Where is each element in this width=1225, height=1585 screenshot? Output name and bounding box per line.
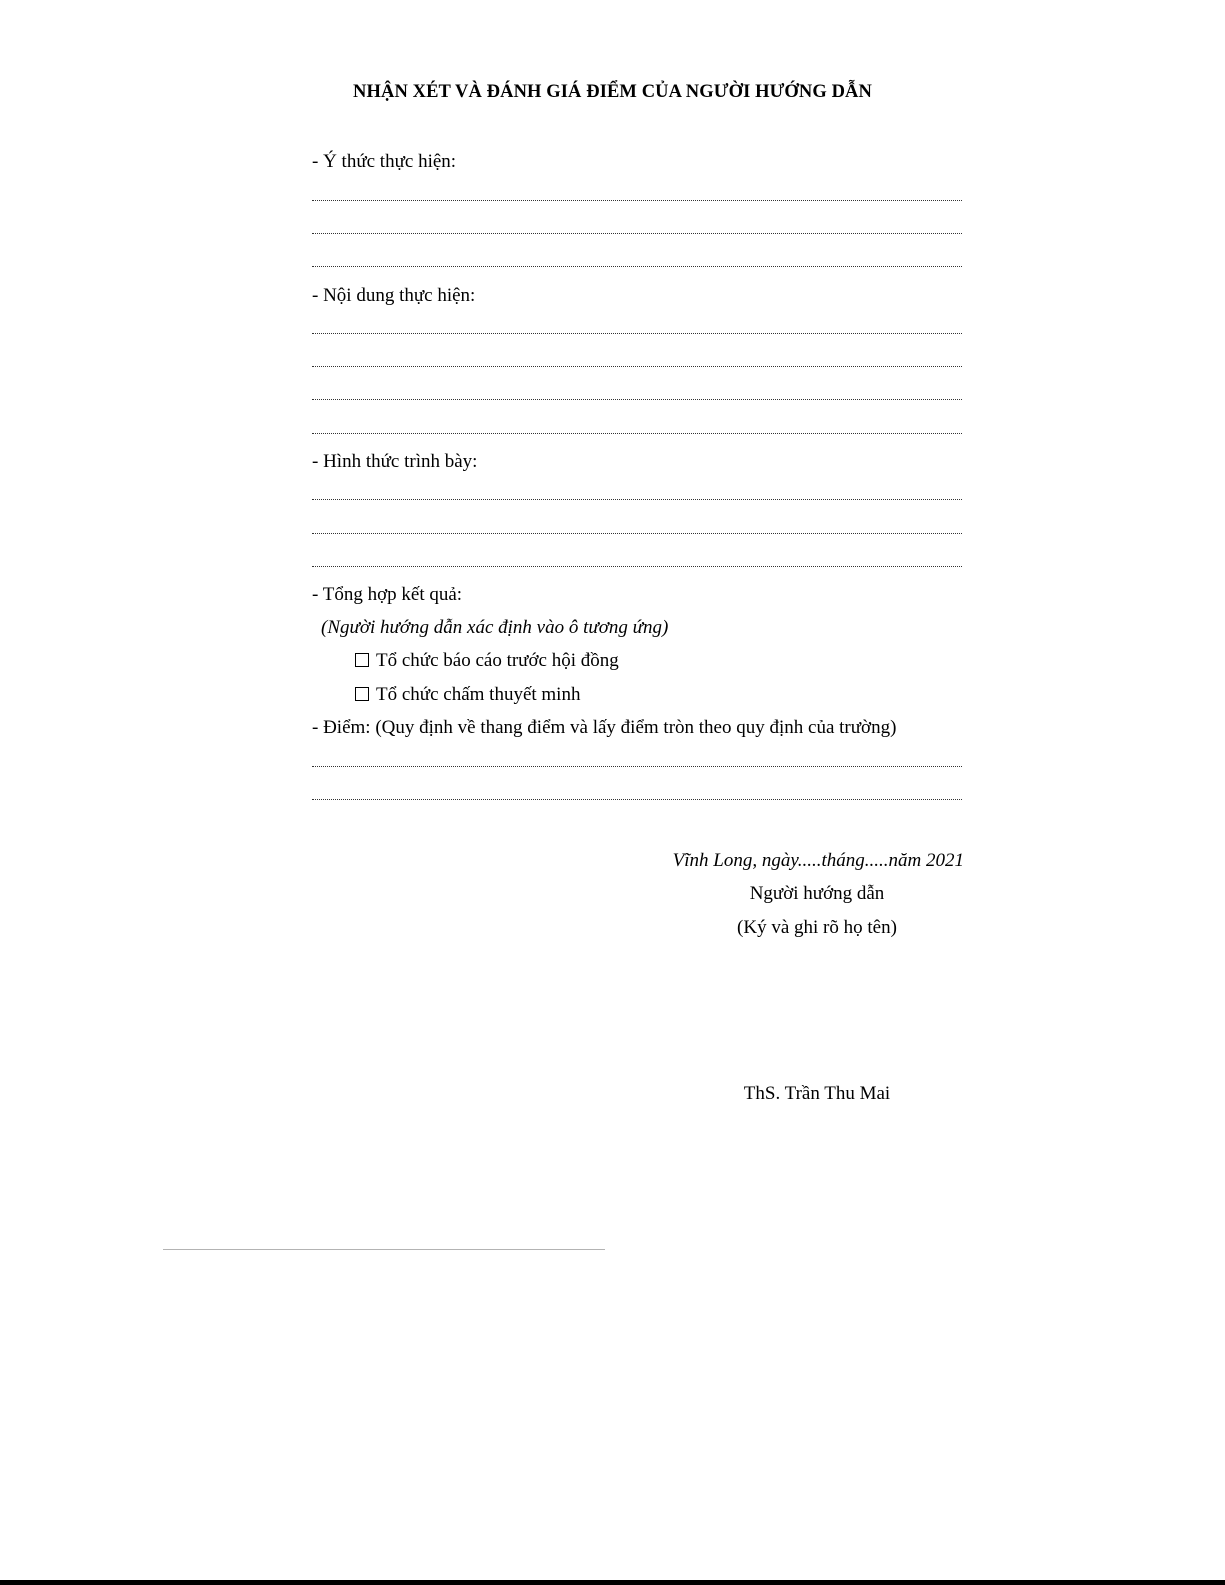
form-title: NHẬN XÉT VÀ ĐÁNH GIÁ ĐIỂM CỦA NGƯỜI HƯỚNG DẪN [353,82,872,102]
checkbox-icon[interactable] [355,687,369,701]
dotted-answer-line [312,433,962,434]
section-label-awareness: - Ý thức thực hiện: [312,151,457,172]
section-label-score: - Điểm: (Quy định về thang điểm và lấy điểm tròn theo quy định của trường) [312,717,897,738]
dotted-answer-line [312,533,962,534]
dotted-answer-line [312,799,962,800]
dotted-answer-line [312,399,962,400]
option-label: Tổ chức chấm thuyết minh [376,684,581,705]
dotted-answer-line [312,499,962,500]
dotted-answer-line [312,333,962,334]
dotted-answer-line [312,766,962,767]
page-bottom-edge [0,1580,1225,1585]
dotted-answer-line [312,233,962,234]
option-label: Tổ chức báo cáo trước hội đồng [376,650,619,671]
dotted-answer-line [312,566,962,567]
dotted-answer-line [312,366,962,367]
summary-instruction: (Người hướng dẫn xác định vào ô tương ứng) [321,617,669,638]
signer-name: ThS. Trần Thu Mai [743,1083,891,1104]
footnote-separator [163,1249,605,1250]
signature-instruction: (Ký và ghi rõ họ tên) [737,917,897,938]
section-label-content: - Nội dung thực hiện: [312,285,476,306]
checkbox-icon[interactable] [355,653,369,667]
place-date: Vĩnh Long, ngày.....tháng.....năm 2021 [672,850,964,871]
option-defense-before-council[interactable] [355,649,1007,673]
section-label-summary: - Tổng hợp kết quả: [312,584,463,605]
dotted-answer-line [312,266,962,267]
option-grade-report[interactable] [355,683,1007,707]
signer-role: Người hướng dẫn [749,883,885,904]
dotted-answer-line [312,200,962,201]
section-label-presentation: - Hình thức trình bày: [312,451,478,472]
